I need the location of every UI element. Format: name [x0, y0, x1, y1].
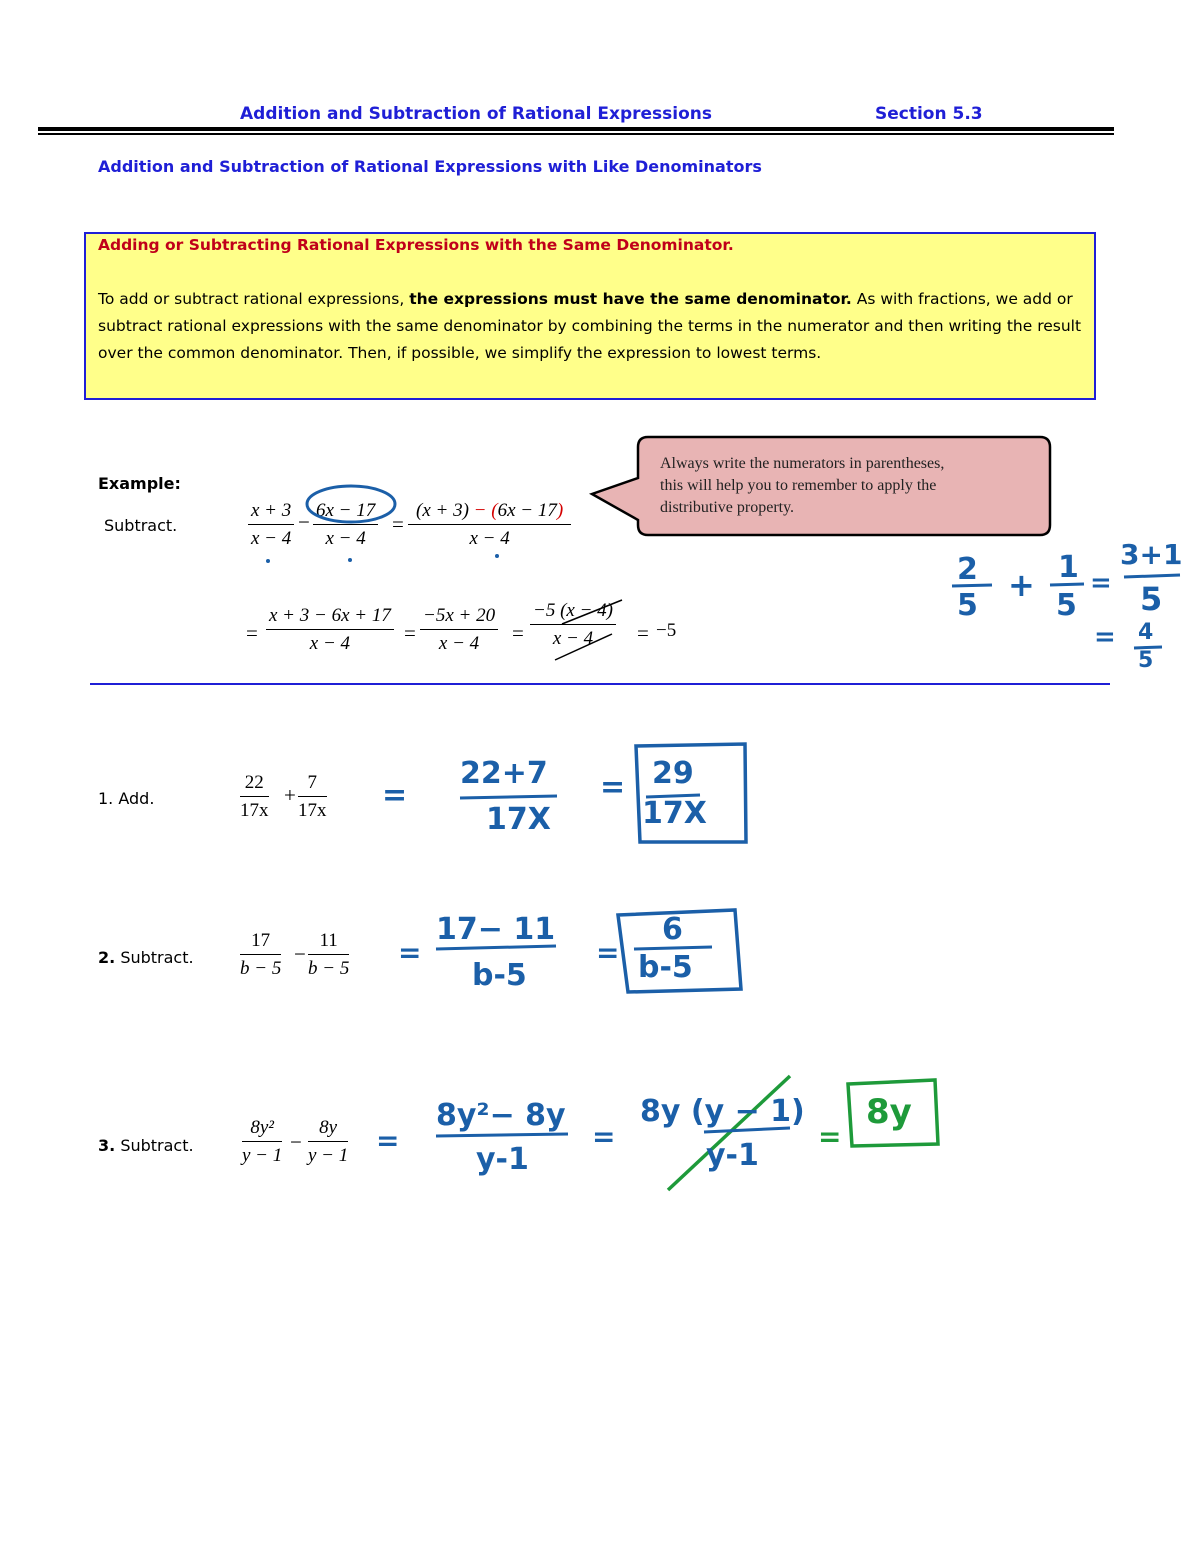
side-note-2: 2 — [957, 552, 978, 587]
problem-3-minus: − — [290, 1130, 302, 1154]
problem-1-answer-denominator: 17X — [642, 796, 707, 831]
side-note-equals: = — [1090, 568, 1112, 598]
problem-3-fraction-2: $\frac{8y}{y - 1}$ — [308, 1117, 349, 1166]
side-note-5b: 5 — [1056, 588, 1077, 623]
example-equals-4: = — [512, 621, 524, 645]
problem-2-minus: − — [294, 942, 306, 966]
page-title: Addition and Subtraction of Rational Expressions — [240, 104, 712, 124]
cancel-line — [562, 600, 622, 624]
hand-fraction-bar — [460, 796, 557, 798]
side-note-5c: 5 — [1140, 580, 1163, 618]
example-instruction: Subtract. — [104, 516, 178, 535]
problem-3-answer: 8y — [866, 1092, 912, 1132]
cancel-line — [555, 634, 612, 660]
problem-1-plus: + — [284, 783, 296, 807]
problem-1-hand-equals: = — [382, 778, 408, 813]
problem-1-answer-numerator: 29 — [652, 756, 694, 791]
section-number: Section 5.3 — [875, 104, 983, 124]
example-equals-2: = — [246, 621, 258, 645]
example-fraction-6: $\frac{-5 (x - 4)}{x - 4}$ — [530, 600, 616, 650]
problem-1-label: 1. Add. — [98, 789, 155, 808]
problem-1-hand-equals-2: = — [600, 770, 626, 805]
problem-2-hand-numerator: 17− 11 — [436, 912, 556, 947]
callout-text: Always write the numerators in parentheses, this will help you to remember to apply the distributive property. — [660, 455, 945, 516]
problem-1-hand-numerator: 22+7 — [460, 756, 548, 791]
example-fraction-2: $\frac{6x - 17}{x - 4}$ — [313, 500, 378, 550]
problem-3-hand2-denominator: y-1 — [706, 1138, 759, 1173]
problem-2-fraction-1: $\frac{17}{b - 5}$ — [240, 930, 282, 979]
example-equals-3: = — [404, 621, 416, 645]
problem-2-answer-numerator: 6 — [662, 912, 683, 947]
example-equals-5: = — [637, 621, 649, 645]
side-note-plus: + — [1008, 566, 1035, 604]
side-note-4: 4 — [1138, 620, 1154, 645]
problem-2-label: 2. Subtract. — [98, 948, 194, 967]
rule-box-text: To add or subtract rational expressions, the expressions must have the same denominator. As with fractions, we add or subtract rational expressions with the same denominator by combining the terms in the numerator and then writing the result over the common denominator. Then, if possible, we simplify the expression to lowest terms. — [98, 290, 1082, 362]
ink-dot — [495, 554, 499, 558]
section-divider — [90, 683, 1110, 685]
ink-dot — [348, 558, 352, 562]
problem-2-hand-equals: = — [398, 936, 422, 969]
problem-3-hand-equals-3: = — [818, 1120, 842, 1153]
example-fraction-3: $\frac{(x + 3) - (6x - 17)}{x - 4}$ — [408, 500, 571, 550]
problem-2-hand-equals-2: = — [596, 936, 620, 969]
problem-1-fraction-1: $\frac{22}{17x}$ — [240, 772, 269, 821]
circle-mark — [307, 486, 395, 522]
problem-2-hand-denominator: b-5 — [472, 958, 527, 993]
side-note-3plus1: 3+1 — [1120, 538, 1183, 571]
hand-fraction-bar — [634, 947, 712, 949]
ink-dot — [266, 559, 270, 563]
example-fraction-1: $\frac{x + 3}{x - 4}$ — [248, 500, 294, 550]
problem-3-hand2-numerator: 8y (y − 1) — [640, 1094, 805, 1129]
example-label: Example: — [98, 474, 181, 493]
rule-box-title: Adding or Subtracting Rational Expressions with the Same Denominator. — [98, 236, 734, 254]
side-note-5: 5 — [957, 588, 978, 623]
problem-3-hand-numerator: 8y²− 8y — [436, 1098, 566, 1133]
problem-3-fraction-1: $\frac{\text{8y²}}{y - 1}$ — [242, 1117, 283, 1166]
example-fraction-4: $\frac{x + 3 - 6x + 17}{x - 4}$ — [266, 605, 394, 655]
problem-3-hand-equals-2: = — [592, 1120, 616, 1153]
problem-2-answer-denominator: b-5 — [638, 950, 693, 985]
example-fraction-5: $\frac{-5x + 20}{x - 4}$ — [420, 605, 498, 655]
problem-2-fraction-2: $\frac{11}{b - 5}$ — [308, 930, 350, 979]
section-subtitle: Addition and Subtraction of Rational Expressions with Like Denominators — [98, 157, 762, 176]
problem-3-hand-denominator: y-1 — [476, 1142, 529, 1177]
problem-1-hand-denominator: 17X — [486, 802, 551, 837]
side-note-1: 1 — [1058, 550, 1079, 585]
example-minus: − — [298, 510, 310, 534]
example-result: −5 — [656, 620, 677, 641]
example-equals-1: = — [392, 512, 404, 536]
side-note-5d: 5 — [1138, 648, 1154, 673]
side-note-equals-2: = — [1094, 622, 1116, 652]
hand-fraction-bar — [436, 1134, 568, 1136]
hand-fraction-bar — [1124, 575, 1180, 577]
problem-3-label: 3. Subtract. — [98, 1136, 194, 1155]
problem-1-fraction-2: $\frac{7}{17x}$ — [298, 772, 327, 821]
problem-3-hand-equals: = — [376, 1124, 400, 1157]
